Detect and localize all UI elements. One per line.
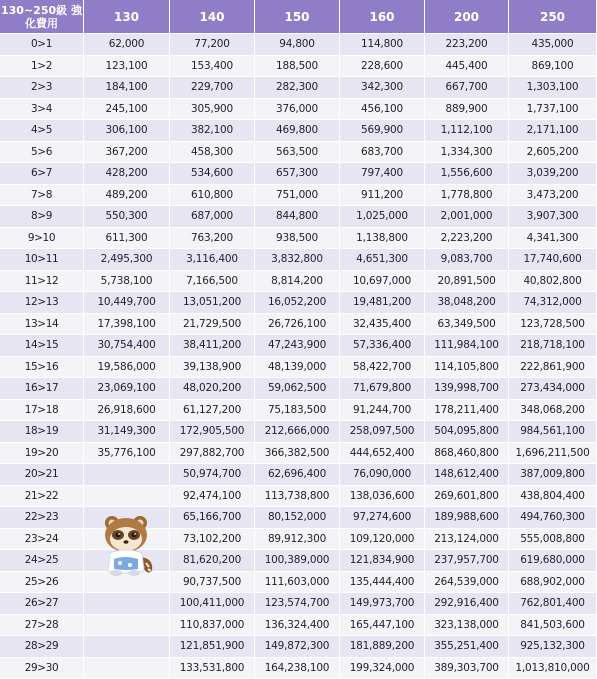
cost-cell-140: 100,411,000 — [170, 593, 255, 615]
cost-cell-130: 62,000 — [84, 34, 170, 56]
cost-cell-250: 2,605,200 — [509, 142, 597, 164]
cost-cell-140: 763,200 — [170, 228, 255, 250]
cost-cell-160: 683,700 — [340, 142, 425, 164]
cost-cell-200: 20,891,500 — [425, 271, 509, 293]
table-row — [0, 56, 597, 78]
cost-cell-140: 121,851,900 — [170, 636, 255, 658]
cost-cell-160: 58,422,700 — [340, 357, 425, 379]
cost-cell-160: 32,435,400 — [340, 314, 425, 336]
cost-cell-250: 1,013,810,000 — [509, 658, 597, 679]
enhance-level-cell: 3>4 — [0, 99, 84, 121]
cost-cell-140: 133,531,800 — [170, 658, 255, 679]
enhance-level-cell: 12>13 — [0, 292, 84, 314]
cost-cell-150: 16,052,200 — [255, 292, 340, 314]
cost-cell-250: 387,009,800 — [509, 464, 597, 486]
table-row — [0, 357, 597, 379]
cost-cell-200: 504,095,800 — [425, 421, 509, 443]
cost-cell-130: 2,495,300 — [84, 249, 170, 271]
table-row — [0, 529, 597, 551]
cost-cell-150: 8,814,200 — [255, 271, 340, 293]
cost-cell-150: 136,324,400 — [255, 615, 340, 637]
cost-cell-160: 97,274,600 — [340, 507, 425, 529]
cost-cell-150: 376,000 — [255, 99, 340, 121]
cost-cell-140: 7,166,500 — [170, 271, 255, 293]
cost-cell-140: 534,600 — [170, 163, 255, 185]
enhance-level-cell: 26>27 — [0, 593, 84, 615]
enhance-level-cell: 13>14 — [0, 314, 84, 336]
cost-cell-160: 1,025,000 — [340, 206, 425, 228]
cost-cell-160: 199,324,000 — [340, 658, 425, 679]
enhance-level-cell: 5>6 — [0, 142, 84, 164]
cost-cell-160: 1,138,800 — [340, 228, 425, 250]
table-row — [0, 400, 597, 422]
cost-cell-150: 75,183,500 — [255, 400, 340, 422]
cost-cell-140: 65,166,700 — [170, 507, 255, 529]
cost-cell-140: 39,138,900 — [170, 357, 255, 379]
cost-cell-250: 222,861,900 — [509, 357, 597, 379]
table-row — [0, 142, 597, 164]
cost-cell-150: 62,696,400 — [255, 464, 340, 486]
cost-cell-140: 48,020,200 — [170, 378, 255, 400]
header-level-160: 160 — [340, 0, 425, 34]
cost-cell-150: 113,738,800 — [255, 486, 340, 508]
enhance-level-cell: 1>2 — [0, 56, 84, 78]
table-row — [0, 443, 597, 465]
cost-cell-160: 138,036,600 — [340, 486, 425, 508]
cost-cell-200: 1,778,800 — [425, 185, 509, 207]
enhance-level-cell: 29>30 — [0, 658, 84, 679]
enhance-level-cell: 18>19 — [0, 421, 84, 443]
table-body — [0, 34, 597, 679]
cost-cell-150: 563,500 — [255, 142, 340, 164]
cost-cell-160: 911,200 — [340, 185, 425, 207]
cost-cell-160: 19,481,200 — [340, 292, 425, 314]
cost-cell-130: 245,100 — [84, 99, 170, 121]
cost-cell-200: 1,112,100 — [425, 120, 509, 142]
header-level-150: 150 — [255, 0, 340, 34]
cost-cell-140: 458,300 — [170, 142, 255, 164]
cost-cell-140: 90,737,500 — [170, 572, 255, 594]
cost-cell-160: 797,400 — [340, 163, 425, 185]
enhance-level-cell: 0>1 — [0, 34, 84, 56]
cost-cell-200: 38,048,200 — [425, 292, 509, 314]
cost-cell-140: 21,729,500 — [170, 314, 255, 336]
cost-cell-200: 269,601,800 — [425, 486, 509, 508]
cost-cell-250: 1,303,100 — [509, 77, 597, 99]
cost-cell-130: 184,100 — [84, 77, 170, 99]
cost-cell-250: 3,907,300 — [509, 206, 597, 228]
cost-cell-160: 10,697,000 — [340, 271, 425, 293]
table-row — [0, 421, 597, 443]
table-row — [0, 120, 597, 142]
cost-cell-250: 984,561,100 — [509, 421, 597, 443]
enhance-level-cell: 9>10 — [0, 228, 84, 250]
cost-cell-200: 63,349,500 — [425, 314, 509, 336]
cost-cell-150: 938,500 — [255, 228, 340, 250]
cost-cell-200: 114,105,800 — [425, 357, 509, 379]
cost-cell-150: 123,574,700 — [255, 593, 340, 615]
table-row — [0, 163, 597, 185]
cost-cell-200: 2,223,200 — [425, 228, 509, 250]
cost-cell-250: 123,728,500 — [509, 314, 597, 336]
cost-cell-130: 367,200 — [84, 142, 170, 164]
cost-cell-130: 5,738,100 — [84, 271, 170, 293]
cost-cell-140: 610,800 — [170, 185, 255, 207]
table-row — [0, 34, 597, 56]
cost-cell-150: 94,800 — [255, 34, 340, 56]
cost-cell-250: 273,434,000 — [509, 378, 597, 400]
cost-cell-130 — [84, 636, 170, 658]
table-row — [0, 99, 597, 121]
table-row — [0, 185, 597, 207]
cost-cell-200: 389,303,700 — [425, 658, 509, 679]
table-row — [0, 335, 597, 357]
cost-cell-140: 61,127,200 — [170, 400, 255, 422]
cost-cell-140: 382,100 — [170, 120, 255, 142]
enhance-level-cell: 11>12 — [0, 271, 84, 293]
cost-cell-160: 71,679,800 — [340, 378, 425, 400]
cost-cell-130: 35,776,100 — [84, 443, 170, 465]
header-level-250: 250 — [509, 0, 597, 34]
header-level-200: 200 — [425, 0, 509, 34]
table-row — [0, 550, 597, 572]
enhance-level-cell: 8>9 — [0, 206, 84, 228]
cost-cell-130: 17,398,100 — [84, 314, 170, 336]
cost-cell-130: 489,200 — [84, 185, 170, 207]
cost-cell-200: 111,984,100 — [425, 335, 509, 357]
cost-cell-150: 366,382,500 — [255, 443, 340, 465]
table-row — [0, 486, 597, 508]
cost-cell-250: 3,473,200 — [509, 185, 597, 207]
cost-cell-140: 73,102,200 — [170, 529, 255, 551]
cost-cell-160: 258,097,500 — [340, 421, 425, 443]
cost-cell-250: 2,171,100 — [509, 120, 597, 142]
cost-cell-150: 47,243,900 — [255, 335, 340, 357]
cost-cell-140: 297,882,700 — [170, 443, 255, 465]
cost-cell-200: 148,612,400 — [425, 464, 509, 486]
enhance-level-cell: 10>11 — [0, 249, 84, 271]
cost-cell-130: 306,100 — [84, 120, 170, 142]
cost-cell-200: 139,998,700 — [425, 378, 509, 400]
table-row — [0, 593, 597, 615]
table-row — [0, 615, 597, 637]
cost-cell-160: 444,652,400 — [340, 443, 425, 465]
cost-cell-200: 264,539,000 — [425, 572, 509, 594]
enhance-level-cell: 20>21 — [0, 464, 84, 486]
cost-cell-160: 342,300 — [340, 77, 425, 99]
cost-cell-140: 92,474,100 — [170, 486, 255, 508]
enhance-level-cell: 22>23 — [0, 507, 84, 529]
cost-cell-150: 282,300 — [255, 77, 340, 99]
cost-cell-160: 165,447,100 — [340, 615, 425, 637]
cost-cell-140: 38,411,200 — [170, 335, 255, 357]
cost-cell-150: 100,389,000 — [255, 550, 340, 572]
cost-cell-150: 164,238,100 — [255, 658, 340, 679]
cost-cell-140: 81,620,200 — [170, 550, 255, 572]
cost-cell-150: 844,800 — [255, 206, 340, 228]
cost-cell-200: 189,988,600 — [425, 507, 509, 529]
cost-cell-140: 229,700 — [170, 77, 255, 99]
table-row — [0, 292, 597, 314]
cost-cell-150: 751,000 — [255, 185, 340, 207]
cost-cell-140: 305,900 — [170, 99, 255, 121]
cost-cell-130 — [84, 615, 170, 637]
table-row — [0, 206, 597, 228]
enhance-level-cell: 19>20 — [0, 443, 84, 465]
header-cost-title: 130~250級 強化費用 — [0, 0, 84, 34]
cost-cell-160: 456,100 — [340, 99, 425, 121]
cost-cell-140: 110,837,000 — [170, 615, 255, 637]
enhance-level-cell: 24>25 — [0, 550, 84, 572]
cost-cell-160: 569,900 — [340, 120, 425, 142]
cost-cell-250: 4,341,300 — [509, 228, 597, 250]
enhance-level-cell: 14>15 — [0, 335, 84, 357]
header-row — [0, 0, 597, 34]
cost-cell-250: 619,680,000 — [509, 550, 597, 572]
cost-cell-130: 611,300 — [84, 228, 170, 250]
cost-cell-160: 135,444,400 — [340, 572, 425, 594]
table-row — [0, 249, 597, 271]
cost-cell-250: 555,008,800 — [509, 529, 597, 551]
cost-cell-140: 77,200 — [170, 34, 255, 56]
cost-cell-130: 10,449,700 — [84, 292, 170, 314]
cost-cell-150: 59,062,500 — [255, 378, 340, 400]
cost-cell-160: 76,090,000 — [340, 464, 425, 486]
cost-cell-160: 109,120,000 — [340, 529, 425, 551]
enhance-level-cell: 27>28 — [0, 615, 84, 637]
cost-cell-200: 178,211,400 — [425, 400, 509, 422]
header-level-130: 130 — [84, 0, 170, 34]
cost-cell-250: 74,312,000 — [509, 292, 597, 314]
cost-cell-130: 30,754,400 — [84, 335, 170, 357]
cost-cell-200: 355,251,400 — [425, 636, 509, 658]
cost-cell-200: 2,001,000 — [425, 206, 509, 228]
enhance-level-cell: 23>24 — [0, 529, 84, 551]
cost-cell-150: 80,152,000 — [255, 507, 340, 529]
cost-cell-160: 57,336,400 — [340, 335, 425, 357]
header-level-140: 140 — [170, 0, 255, 34]
cost-cell-250: 869,100 — [509, 56, 597, 78]
cost-cell-250: 494,760,300 — [509, 507, 597, 529]
cost-cell-130: 19,586,000 — [84, 357, 170, 379]
table-row — [0, 378, 597, 400]
table-row — [0, 658, 597, 679]
cost-cell-160: 121,834,900 — [340, 550, 425, 572]
cost-cell-160: 4,651,300 — [340, 249, 425, 271]
cost-cell-250: 925,132,300 — [509, 636, 597, 658]
cost-cell-200: 889,900 — [425, 99, 509, 121]
cost-cell-250: 435,000 — [509, 34, 597, 56]
cost-cell-130: 550,300 — [84, 206, 170, 228]
cost-cell-140: 13,051,200 — [170, 292, 255, 314]
cost-cell-200: 292,916,400 — [425, 593, 509, 615]
cost-cell-200: 1,334,300 — [425, 142, 509, 164]
cost-cell-200: 213,124,000 — [425, 529, 509, 551]
cost-cell-140: 687,000 — [170, 206, 255, 228]
cost-cell-150: 657,300 — [255, 163, 340, 185]
cost-cell-200: 445,400 — [425, 56, 509, 78]
enhance-level-cell: 17>18 — [0, 400, 84, 422]
cost-cell-250: 17,740,600 — [509, 249, 597, 271]
cost-cell-200: 323,138,000 — [425, 615, 509, 637]
cost-cell-250: 1,737,100 — [509, 99, 597, 121]
cost-cell-130 — [84, 593, 170, 615]
enhance-level-cell: 2>3 — [0, 77, 84, 99]
cost-cell-160: 149,973,700 — [340, 593, 425, 615]
cost-cell-250: 438,804,400 — [509, 486, 597, 508]
enhance-level-cell: 4>5 — [0, 120, 84, 142]
cost-cell-130: 428,200 — [84, 163, 170, 185]
cost-cell-160: 114,800 — [340, 34, 425, 56]
cost-cell-150: 469,800 — [255, 120, 340, 142]
cost-cell-200: 868,460,800 — [425, 443, 509, 465]
table-row — [0, 507, 597, 529]
cost-cell-250: 841,503,600 — [509, 615, 597, 637]
table-row — [0, 77, 597, 99]
raccoon-mascot-icon — [100, 513, 158, 577]
cost-cell-250: 762,801,400 — [509, 593, 597, 615]
cost-cell-150: 3,832,800 — [255, 249, 340, 271]
cost-cell-250: 688,902,000 — [509, 572, 597, 594]
cost-cell-130 — [84, 464, 170, 486]
cost-cell-200: 667,700 — [425, 77, 509, 99]
cost-cell-200: 223,200 — [425, 34, 509, 56]
cost-cell-150: 26,726,100 — [255, 314, 340, 336]
cost-cell-200: 1,556,600 — [425, 163, 509, 185]
cost-cell-200: 237,957,700 — [425, 550, 509, 572]
enhance-level-cell: 6>7 — [0, 163, 84, 185]
cost-cell-150: 111,603,000 — [255, 572, 340, 594]
cost-cell-250: 218,718,100 — [509, 335, 597, 357]
enhance-level-cell: 7>8 — [0, 185, 84, 207]
cost-cell-150: 89,912,300 — [255, 529, 340, 551]
cost-cell-130 — [84, 658, 170, 679]
cost-cell-140: 172,905,500 — [170, 421, 255, 443]
enhance-level-cell: 15>16 — [0, 357, 84, 379]
table-row — [0, 228, 597, 250]
table-row — [0, 572, 597, 594]
cost-cell-160: 91,244,700 — [340, 400, 425, 422]
cost-cell-150: 212,666,000 — [255, 421, 340, 443]
cost-cell-140: 50,974,700 — [170, 464, 255, 486]
table-row — [0, 271, 597, 293]
cost-cell-250: 1,696,211,500 — [509, 443, 597, 465]
cost-cell-130: 31,149,300 — [84, 421, 170, 443]
cost-cell-130 — [84, 486, 170, 508]
cost-cell-140: 153,400 — [170, 56, 255, 78]
table-row — [0, 314, 597, 336]
enhance-level-cell: 21>22 — [0, 486, 84, 508]
table-row — [0, 636, 597, 658]
enhance-level-cell: 25>26 — [0, 572, 84, 594]
cost-cell-140: 3,116,400 — [170, 249, 255, 271]
cost-cell-130: 123,100 — [84, 56, 170, 78]
cost-cell-160: 228,600 — [340, 56, 425, 78]
cost-cell-150: 188,500 — [255, 56, 340, 78]
cost-cell-130: 23,069,100 — [84, 378, 170, 400]
enhance-level-cell: 16>17 — [0, 378, 84, 400]
cost-cell-150: 149,872,300 — [255, 636, 340, 658]
cost-cell-200: 9,083,700 — [425, 249, 509, 271]
cost-cell-160: 181,889,200 — [340, 636, 425, 658]
enhance-level-cell: 28>29 — [0, 636, 84, 658]
cost-cell-250: 3,039,200 — [509, 163, 597, 185]
cost-cell-250: 40,802,800 — [509, 271, 597, 293]
cost-cell-250: 348,068,200 — [509, 400, 597, 422]
cost-cell-130: 26,918,600 — [84, 400, 170, 422]
cost-cell-150: 48,139,000 — [255, 357, 340, 379]
table-row — [0, 464, 597, 486]
table-header — [0, 0, 597, 34]
